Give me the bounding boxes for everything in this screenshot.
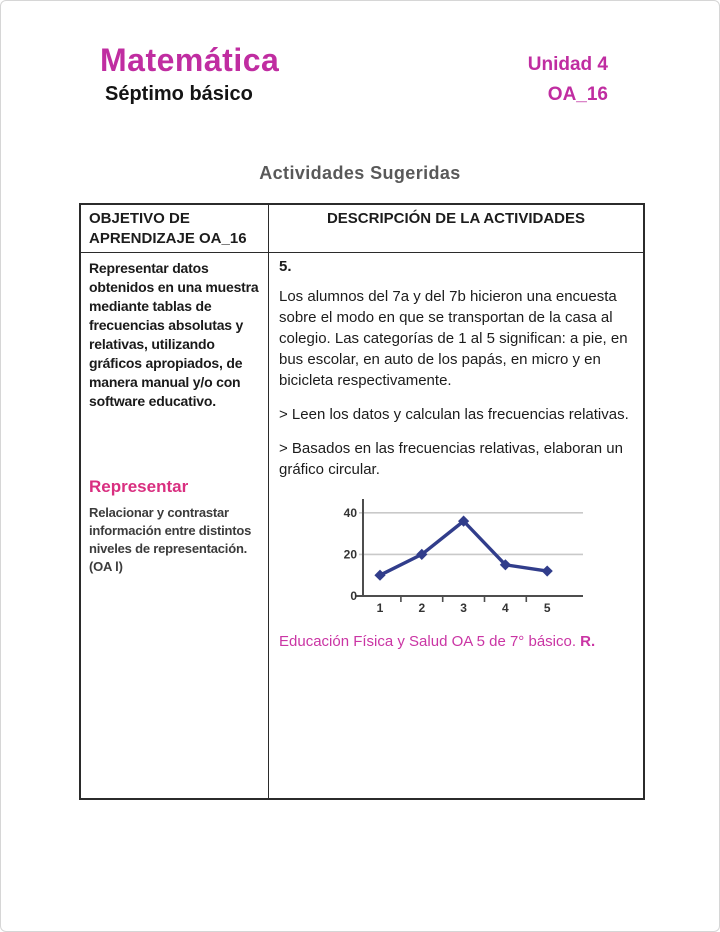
oa-code-label: OA_16 [547,84,608,105]
svg-text:40: 40 [343,505,357,520]
description-cell [269,253,643,798]
reference-suffix: R. [580,633,596,650]
svg-text:20: 20 [343,547,357,562]
objective-text: Representar datos obtenidos en una muestra mediante tablas de frecuencias absolutas y relativas, utilizando gráficos apropiados, de manera manual y/o con software educativo. [89,260,259,409]
reference-note [279,633,633,650]
line-chart-svg [325,492,591,618]
unit-label: Unidad 4 [527,54,608,75]
svg-text:4: 4 [502,601,509,615]
activity-bullet-2: > Basados en las frecuencias relativas, elaboran un gráfico circular. [279,440,623,478]
svg-text:3: 3 [460,601,467,615]
svg-text:2: 2 [418,601,426,615]
objective-cell [81,253,269,798]
table-header-description: DESCRIPCIÓN DE LA ACTIVIDADES [269,205,643,253]
reference-text: Educación Física y Salud OA 5 de 7° básico. [279,633,576,650]
svg-text:5: 5 [543,601,551,615]
frequency-line-chart [325,492,591,618]
skill-description: Relacionar y contrastar información entre distintos niveles de representación. (OA l) [89,505,252,574]
page-subtitle: Séptimo básico [105,83,253,105]
page-title: Matemática [100,42,280,78]
svg-text:0: 0 [350,589,357,603]
skill-title: Representar [89,477,189,496]
header-unit-block [528,54,608,106]
activity-number: 5. [279,258,292,275]
skill-block [89,477,260,576]
activity-intro: Los alumnos del 7a y del 7b hicieron una encuesta sobre el modo en que se transportan de la casa al colegio. Las categorías de 1 al 5 significan: a pie, en bus escolar, en auto de los papás, en micro y en bicicleta respectivamente. [279,288,628,389]
activity-bullet-1: > Leen los datos y calculan las frecuencias relativas. [279,406,629,423]
activities-table [79,203,645,800]
svg-text:1: 1 [376,601,384,615]
section-title: Actividades Sugeridas [259,163,461,183]
table-header-objective: OBJETIVO DE APRENDIZAJE OA_16 [81,205,269,253]
